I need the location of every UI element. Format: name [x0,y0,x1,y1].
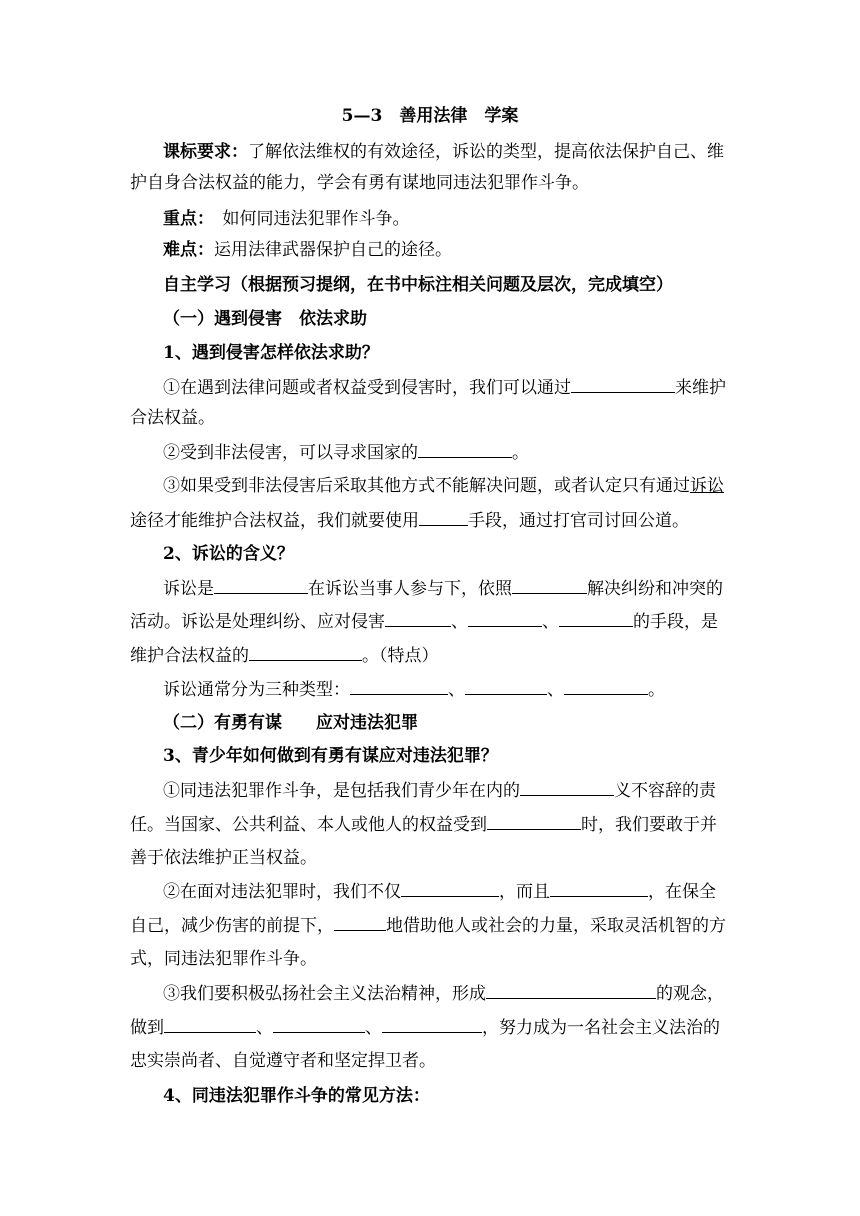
text: 义不容辞的责 [614,781,716,801]
self-study-heading: 自主学习（根据预习提纲，在书中标注相关问题及层次，完成填空） [163,275,673,295]
text: ，在保全 [648,882,716,902]
requirement-label: 课标要求： [163,142,248,162]
text: 、 [448,680,465,700]
text: 诉讼通常分为三种类型： [163,680,350,700]
answer-b-line-3: 式，同违法犯罪作斗争。 [130,949,317,969]
fill-blank[interactable] [550,879,648,897]
text: 任。当国家、公共利益、本人或他人的权益受到 [130,815,487,835]
text: ，而且 [499,882,550,902]
requirement-line-1 [0,140,860,164]
answer-a-line-1 [0,778,860,803]
key-point-label: 重点： [163,209,206,229]
requirement-text-1: 了解依法维权的有效途径，诉讼的类型，提高依法保护自己、维 [248,142,724,162]
text: 地借助他人或社会的力量，采取灵活机智的方 [386,916,726,936]
key-point [0,207,860,231]
fill-blank[interactable] [465,677,547,695]
section-1-heading: （一）遇到侵害 依法求助 [163,309,367,329]
fill-blank[interactable] [385,609,451,627]
fill-blank[interactable] [401,879,499,897]
text: 的观念， [656,984,724,1004]
text: 的手段，是 [633,612,718,632]
fill-blank[interactable] [468,609,542,627]
fill-blank[interactable] [249,643,362,661]
text: 自己，减少伤害的前提下， [130,916,334,936]
text: 诉讼是 [163,579,214,599]
answer-a-line-3: 善于依法维护正当权益。 [130,848,317,868]
page-title: 5—3 善用法律 学案 [341,106,519,126]
underlined-term: 诉讼 [690,476,724,496]
text: ①同违法犯罪作斗争，是包括我们青少年在内的 [163,781,520,801]
fill-blank[interactable] [350,677,448,695]
fill-blank[interactable] [382,1015,482,1033]
requirement-line-2: 护自身合法权益的能力，学会有勇有谋地同违法犯罪作斗争。 [130,173,589,193]
difficulty-label: 难点： [163,240,214,260]
answer-b-line-1 [0,879,860,904]
difficulty-text: 运用法律武器保护自己的途径。 [214,240,452,260]
text: 时，我们要敢于并 [581,815,717,835]
fill-blank[interactable] [520,778,614,796]
text: 。（特点） [362,646,439,666]
text: 。 [648,680,665,700]
answer-c-line-1 [0,981,860,1006]
fill-blank[interactable] [564,677,648,695]
text: 、 [547,680,564,700]
text: 、 [256,1018,273,1038]
text: 活动。诉讼是处理纠纷、应对侵害 [130,612,385,632]
answer-1-line-2: 合法权益。 [130,408,215,428]
fill-blank[interactable] [164,1015,256,1033]
text: ③如果受到非法侵害后采取其他方式不能解决问题，或者认定只有通过 [163,476,690,496]
answer-b-line-2 [0,913,860,938]
fill-blank[interactable] [559,609,633,627]
text: ①在遇到法律问题或者权益受到侵害时，我们可以通过 [163,378,571,398]
fill-blank[interactable] [418,440,512,458]
text: ②在面对违法犯罪时，我们不仅 [163,882,401,902]
fill-blank[interactable] [334,913,386,931]
section-2-heading: （二）有勇有谋 应对违法犯罪 [163,713,418,733]
answer-3-line-2 [0,508,860,533]
answer-2 [0,440,860,465]
definition-line-2 [0,609,860,634]
text: 来维护 [675,378,726,398]
key-point-text: 如何同违法犯罪作斗争。 [205,209,410,229]
fill-blank[interactable] [214,576,308,594]
question-1: 1、遇到侵害怎样依法求助？ [163,343,379,363]
question-2: 2、诉讼的含义？ [163,544,294,564]
text: 。 [512,443,529,463]
text: 、 [365,1018,382,1038]
text: 途径才能维护合法权益，我们就要使用 [130,511,419,531]
fill-blank[interactable] [571,375,675,393]
text: 、 [542,612,559,632]
definition-line-3 [0,643,860,668]
definition-line-1 [0,576,860,601]
types-line [0,677,860,702]
answer-a-line-2 [0,812,860,837]
text: 手段，通过打官司讨回公道。 [468,511,689,531]
text: ③我们要积极弘扬社会主义法治精神，形成 [163,984,486,1004]
fill-blank[interactable] [512,576,587,594]
difficulty [0,238,860,262]
text: 解决纠纷和冲突的 [587,579,723,599]
text: ②受到非法侵害，可以寻求国家的 [163,443,418,463]
question-4: 4、同违法犯罪作斗争的常见方法： [163,1086,430,1106]
text: 做到 [130,1018,164,1038]
text: 维护合法权益的 [130,646,249,666]
fill-blank[interactable] [487,812,581,830]
fill-blank[interactable] [486,981,656,999]
fill-blank[interactable] [273,1015,365,1033]
question-3: 3、青少年如何做到有勇有谋应对违法犯罪？ [163,746,498,766]
answer-c-line-3: 忠实崇尚者、自觉遵守者和坚定捍卫者。 [130,1051,436,1071]
answer-c-line-2 [0,1015,860,1040]
text: ，努力成为一名社会主义法治的 [482,1018,720,1038]
fill-blank[interactable] [419,508,468,526]
answer-3-line-1 [0,474,860,498]
text: 、 [451,612,468,632]
answer-1-line-1 [0,375,860,400]
text: 在诉讼当事人参与下，依照 [308,579,512,599]
